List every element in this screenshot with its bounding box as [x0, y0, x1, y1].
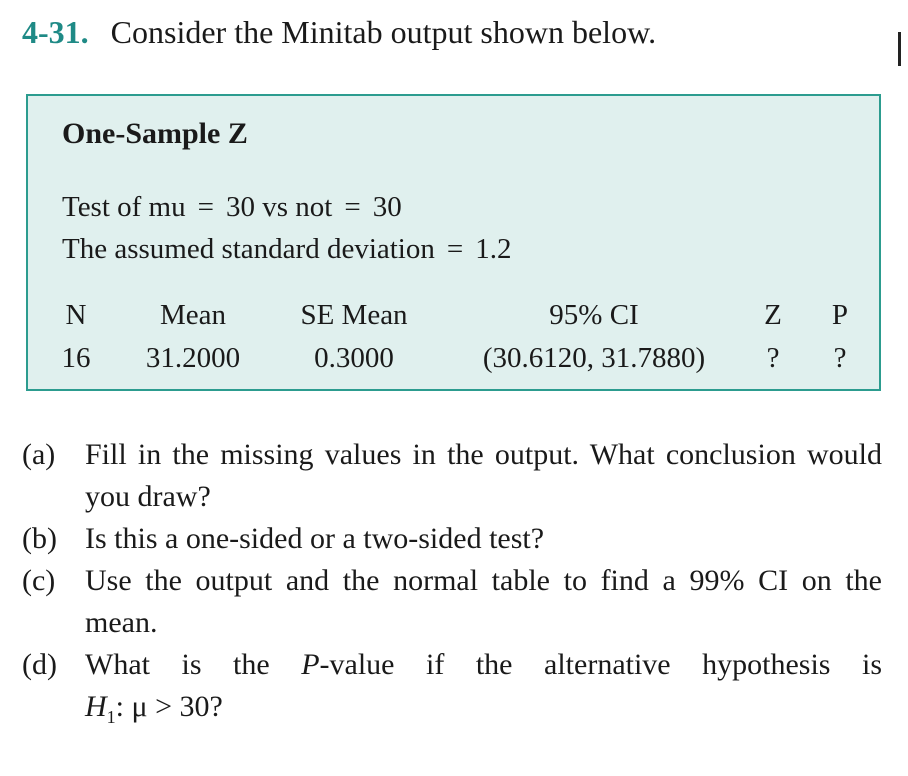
- table-header-p: P: [831, 299, 849, 331]
- table-cell-n: 16: [61, 342, 91, 374]
- hypothesis-rest: : μ > 30?: [115, 690, 223, 723]
- table-cell-se-mean: 0.3000: [314, 342, 394, 374]
- table-header-ci: 95% CI: [549, 299, 639, 331]
- question-text: [85, 644, 882, 686]
- problem-prompt: Consider the Minitab output shown below.: [110, 14, 657, 50]
- equals-sign: =: [197, 191, 214, 223]
- p-value-symbol: P: [301, 648, 320, 681]
- alternative-hypothesis: [85, 686, 882, 728]
- question-c: [22, 560, 882, 644]
- question-list: [22, 434, 882, 728]
- question-text-pre: What is the: [85, 648, 270, 681]
- question-d: [22, 644, 882, 728]
- hypothesis-subscript: 1: [106, 707, 116, 727]
- question-label: (c): [22, 564, 56, 597]
- question-b: [22, 518, 882, 560]
- table-cell-p: ?: [833, 342, 847, 374]
- question-label: (d): [22, 648, 57, 681]
- question-a: [22, 434, 882, 518]
- table-header-mean: Mean: [159, 299, 227, 331]
- question-text-post: -value if the alternative hypothesis is: [319, 648, 882, 681]
- test-value: 30: [372, 191, 402, 223]
- table-cell-ci: (30.6120, 31.7880): [482, 342, 706, 374]
- sd-value: 1.2: [475, 233, 512, 265]
- minitab-output-box: [26, 94, 881, 391]
- problem-header: [22, 12, 656, 52]
- question-label: (b): [22, 522, 57, 555]
- test-mid: 30 vs not: [225, 191, 333, 223]
- table-header-z: Z: [764, 299, 782, 331]
- table-cell-z: ?: [766, 342, 780, 374]
- table-cell-mean: 31.2000: [145, 342, 241, 374]
- question-text: Is this a one-sided or a two-sided test?: [85, 522, 545, 555]
- table-header-n: N: [65, 299, 87, 331]
- equals-sign: =: [344, 191, 361, 223]
- question-text: Fill in the missing values in the output. What conclusion would you draw?: [85, 438, 882, 513]
- question-label: (a): [22, 438, 56, 471]
- output-title: One-Sample Z: [62, 117, 248, 150]
- test-prefix: Test of mu: [62, 191, 186, 223]
- page-edge-bar: [898, 32, 901, 66]
- equals-sign: =: [446, 233, 464, 265]
- test-statement: [62, 190, 402, 224]
- sd-prefix: The assumed standard deviation: [62, 233, 435, 265]
- hypothesis-symbol: H: [85, 690, 107, 723]
- question-text: Use the output and the normal table to find a 99% CI on the mean.: [85, 564, 882, 639]
- table-header-se-mean: SE Mean: [300, 299, 408, 331]
- sd-statement: [62, 232, 511, 266]
- problem-number: 4-31.: [22, 14, 89, 50]
